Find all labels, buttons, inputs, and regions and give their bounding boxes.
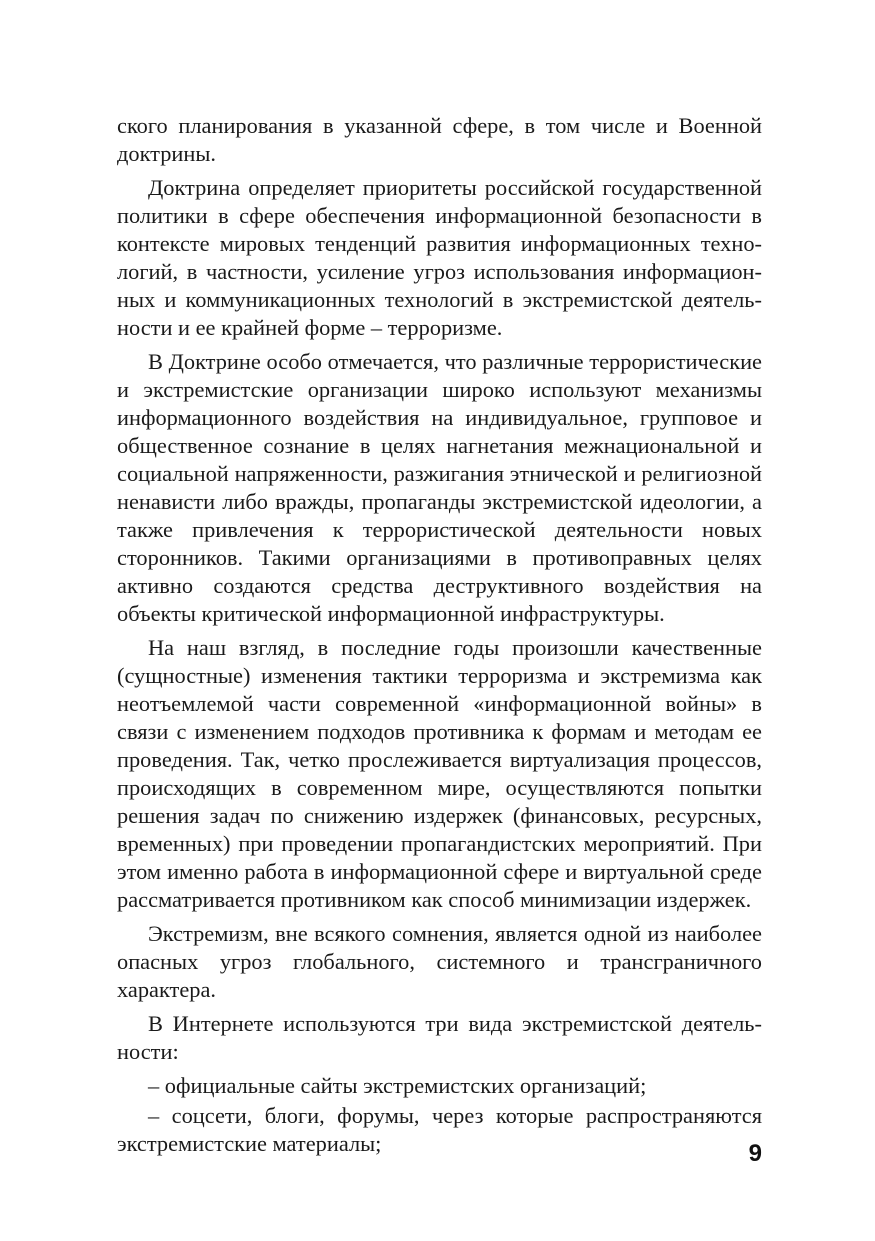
- paragraph-extremism-threat: Экстремизм, вне всякого сомнения, является одной из наиболее опасных угроз глобального, системного и трансграничного характера.: [117, 921, 762, 1002]
- page-body: [117, 112, 762, 1164]
- paragraph-tactics-changes: На наш взгляд, в последние годы произошли качественные (сущностные) изменения тактики терроризма и экстремизма как неотъемлемой части современной «информационной войны» в связи с изменением подходов противника к формам и методам ее проведения. Так, четко прослеживается виртуализация процессов, происходящих в современном мире, осуществляются попытки решения задач по снижению издержек (финансовых, ресурсных, временных) при проведении пропагандистских мероприятий. При этом именно работа в информационной сфере и виртуальной среде рассматривается противником как способ минимизации издержек.: [117, 635, 762, 912]
- page-number: 9: [748, 1140, 762, 1167]
- paragraph-terrorist-organizations: В Доктрине особо отмечается, что различные террористические и экстремистские организации широко используют механизмы информационного воздействия на индивидуальное, групповое и общественное сознание в целях нагнетания межнациональной и социальной напряженности, разжигания этнической и религиозной ненависти либо вражды, пропаганды экстремистской идеологии, а также привлечения к террористической деятельности новых сторонников. Такими организациями в противоправных целях активно создаются средства деструктивного воздействия на объекты критической информационной инфраструктуры.: [117, 349, 762, 626]
- list-item-social-networks: – соцсети, блоги, форумы, через которые распространяются экстремистские материалы;: [117, 1103, 762, 1156]
- list-item-official-sites: – официальные сайты экстремистских организаций;: [148, 1073, 647, 1098]
- paragraph-continuation: ского планирования в указанной сфере, в том числе и Военной доктрины.: [117, 113, 762, 166]
- paragraph-doctrine-priorities: Доктрина определяет приоритеты российской государственной политики в сфере обеспечения информационной безопасности в контексте мировых тенденций развития информационных технологий, в частности, усиление угроз использования информационных и коммуникационных технологий в экстремистской деятельности и ее крайней форме – терроризме.: [117, 175, 762, 340]
- paragraph-internet-activity: В Интернете используются три вида экстремистской деятельности:: [117, 1011, 762, 1064]
